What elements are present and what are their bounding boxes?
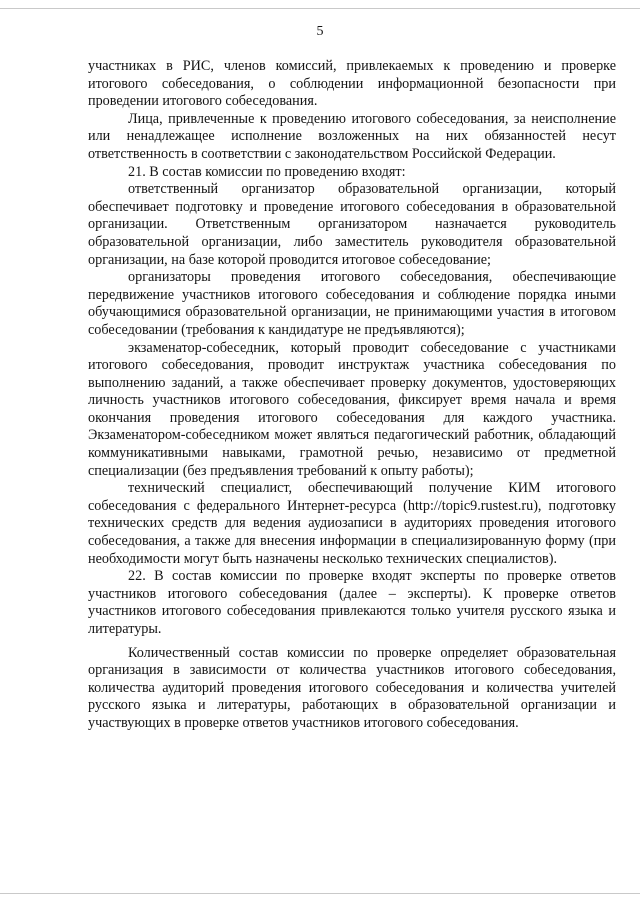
paragraph-examiner-interlocutor: экзаменатор-собеседник, который проводит собеседование с участниками итогового собеседования, проводит инструктаж участника собеседования по выполнению заданий, а также обеспечивает проверку документов, удостоверяющих личность участников итогового собеседования, фиксирует время начала и время окончания проведения итогового собеседования для каждого участника. Экзаменатором-собеседником может являться педагогический работник, обладающий коммуникативными навыками, грамотной речью, независимо от предметной специализации (без предъявления требований к опыту работы); [88,339,616,479]
paragraph-organizers: организаторы проведения итогового собеседования, обеспечивающие передвижение участников итогового собеседования и соблюдение порядка иными обучающимися образовательной организации, не принимающими участия в итоговом собеседовании (требования к кандидатуре не предъявляются); [88,269,616,338]
scan-edge-top [0,8,640,9]
paragraph-responsibility: Лица, привлеченные к проведению итогового собеседования, за неисполнение или ненадлежащее исполнение возложенных на них обязанностей несут ответственность в соответствии с законодательством Российской Федерации. [88,110,616,162]
paragraph-22-experts: 22. В состав комиссии по проверке входят эксперты по проверке ответов участников итогового собеседования (далее – эксперты). К проверке ответов участников итогового собеседования привлекаются только учителя русского языка и литературы. [88,568,616,637]
paragraph-continuation: участниках в РИС, членов комиссий, привлекаемых к проведению и проверке итогового собеседования, о соблюдении информационной безопасности при проведении итогового собеседования. [88,58,616,110]
paragraph-quantitative-composition: Количественный состав комиссии по проверке определяет образовательная организация в зависимости от количества участников итогового собеседования, количества аудиторий проведения итогового собеседования и количества учителей русского языка и литературы, работающих в образовательной организации и участвующих в проверке ответов участников итогового собеседования. [88,644,616,731]
scan-edge-bottom [0,893,640,894]
document-body [88,58,616,733]
page-number: 5 [316,24,324,39]
paragraph-technical-specialist: технический специалист, обеспечивающий получение КИМ итогового собеседования с федерального Интернет-ресурса (http://topic9.rustest.ru), подготовку технических средств для ведения аудиозаписи в аудиториях проведения итогового собеседования, а также для внесения информации в специализированную форму (при необходимости могут быть назначены несколько технических специалистов). [88,480,616,567]
paragraph-responsible-organizer: ответственный организатор образовательной организации, который обеспечивает подготовку и проведение итогового собеседования в образовательной организации. Ответственным организатором назначается руководитель образовательной организации, либо заместитель руководителя образовательной организации, на базе которой проводится итоговое собеседование; [88,181,616,268]
paragraph-21-heading: 21. В состав комиссии по проведению входят: [128,163,406,180]
